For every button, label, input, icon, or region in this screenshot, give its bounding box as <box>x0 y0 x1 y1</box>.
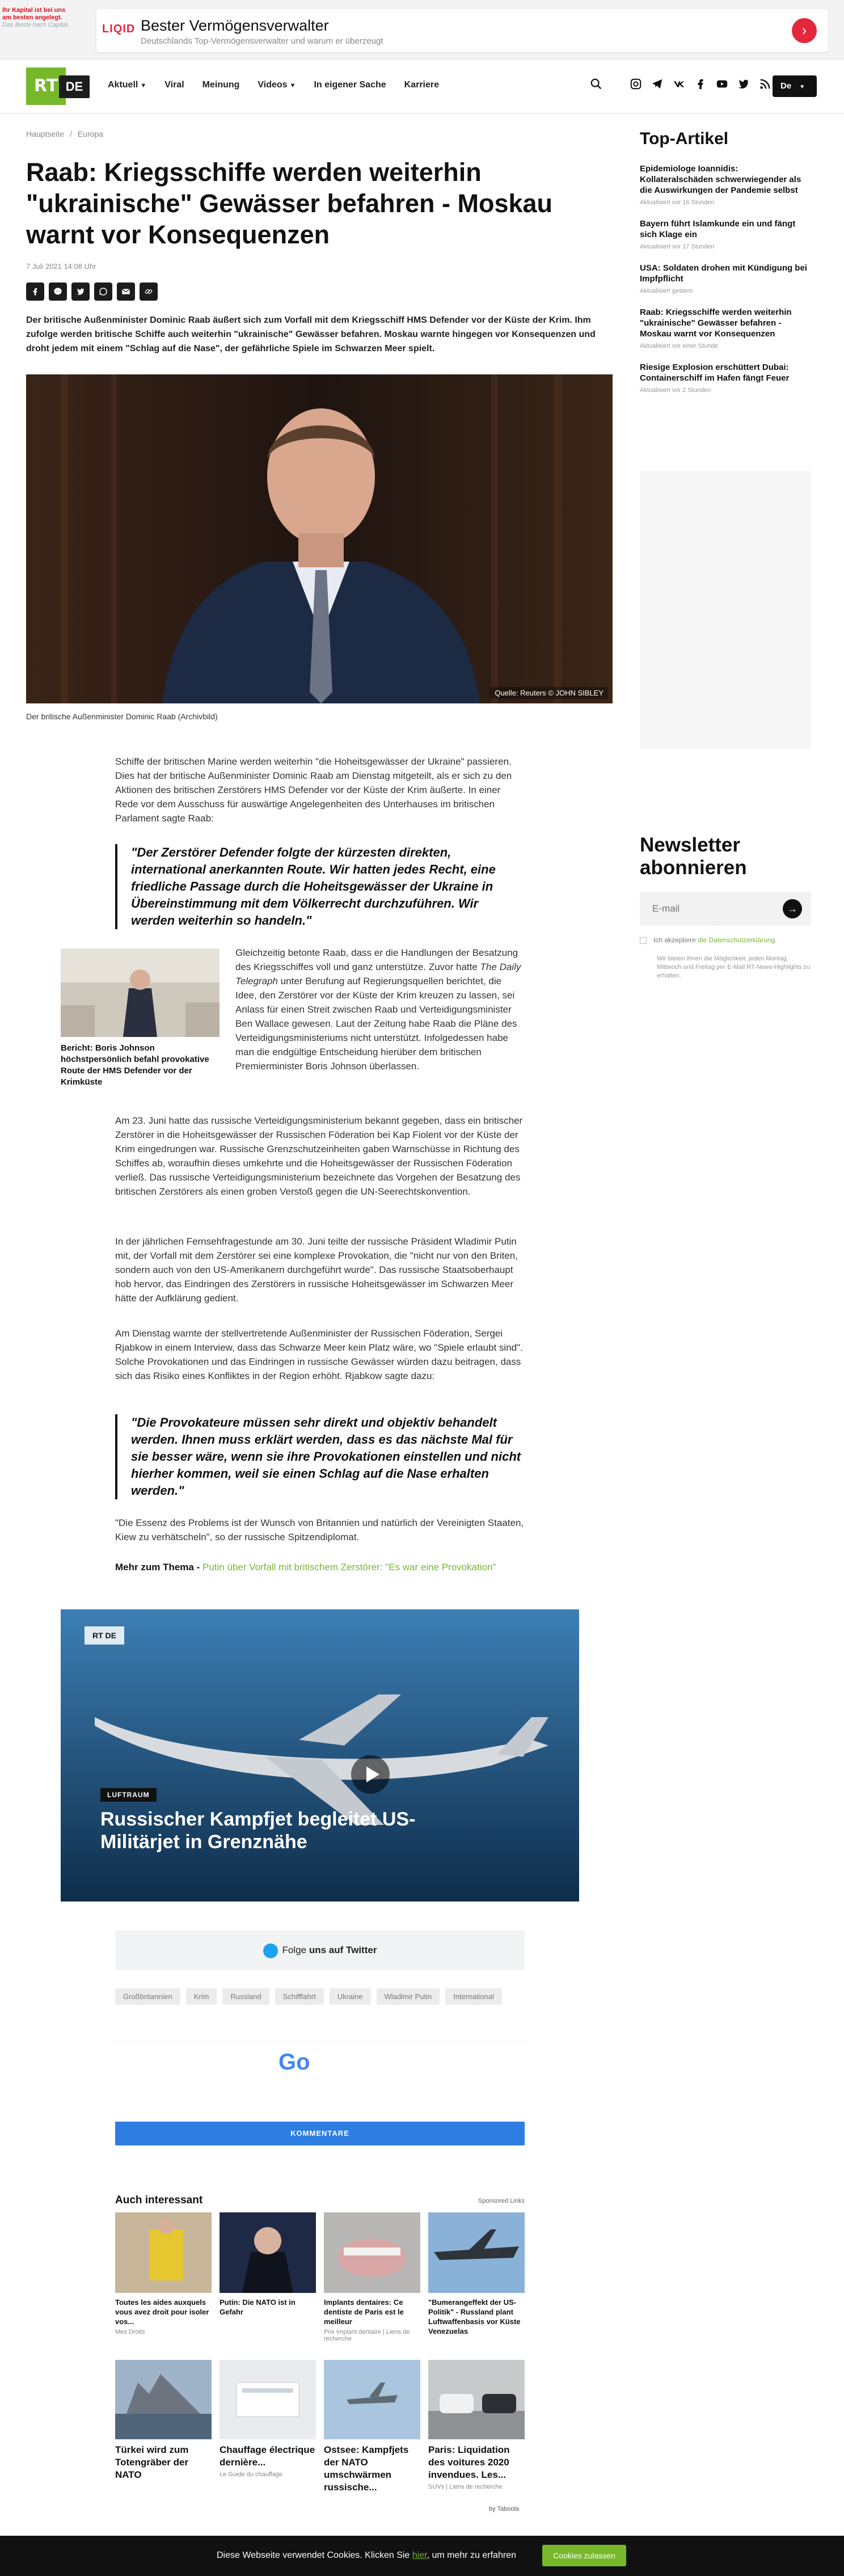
video-thumbnail <box>61 1609 579 1902</box>
nav-menu <box>108 80 439 90</box>
newsletter-note: Wir bieten Ihnen die Möglichkeit, jeden Montag, Mittwoch und Freitag per E-Mail RT-News-Highlights zu erhalten. <box>657 955 810 979</box>
breadcrumb-section[interactable]: Europa <box>77 129 103 138</box>
tag-list <box>115 1988 525 2005</box>
cookie-banner <box>0 2536 844 2576</box>
arrow-right-icon: → <box>787 903 797 914</box>
article-quote: "Der Zerstörer Defender folgte der kürzesten direkten, international anerkannten Route. Wir hatten jedes Recht, eine friedliche Passage durch die Hoheitsgewässer der Ukraine in Übereinstimmung mit dem Völkerrecht durchzuführen. Wir werden weiterhin so handeln." <box>115 844 525 929</box>
article-paragraph: Am Dienstag warnte der stellvertretende Außenminister der Russischen Föderation, Sergei Rjabkow in einem Interview, dass das Schwarze Meer kein Platz wäre, wo "Spiele erlaubt sind". Solche Provokationen und das Eindringen in russische Gewässer würden dazu beitragen, dass sich das Risiko eines Konfliktes in der Region erhöht. Rjabkow sagte dazu: <box>115 1328 523 1381</box>
youtube-icon[interactable] <box>716 78 728 90</box>
article-lead: Der britische Außenminister Dominic Raab äußert sich zum Vorfall mit dem Kriegsschiff HMS Defender vor der Küste der Krim. Ihm zufolge werden britische Schiffe auch weiterhin "ukrainische" Gewässer befahren. Moskau warnte hingegen vor Konsequenzen und droht jedem mit einem "Schlag auf die Nase", der gefährliche Spiele im Schwarzen Meer spielt. <box>26 315 596 353</box>
related-article[interactable] <box>61 948 220 1088</box>
ad-subtitle: Deutschlands Top-Vermögensverwalter und warum er überzeugt <box>141 36 383 46</box>
facebook-icon[interactable] <box>694 78 707 90</box>
article-paragraph: Schiffe der britischen Marine werden weiterhin "die Hoheitsgewässer der Ukraine" passieren. Dies hat der britische Außenminister Dominic Raab am Dienstag mitgeteilt, als er sich zu den Aktionen des britischen Zerstörers HMS Defender vor der Küste der Krim äußerte. In einer Rede vor dem Ausschuss für auswärtige Angelegenheiten des Unterhauses im britischen Parlament sagte Raab: <box>115 756 512 824</box>
more-on-topic: Mehr zum Thema - Putin über Vorfall mit britischem Zerstörer: "Es war eine Provokation" <box>115 1562 496 1572</box>
tag[interactable]: Krim <box>186 1988 217 2005</box>
share-messenger-icon[interactable] <box>49 283 67 301</box>
portrait-illustration <box>26 374 613 703</box>
article-paragraph: In der jährlichen Fernsehfragestunde am 30. Juni teilte der russische Präsident Wladimir Putin mit, der Vorfall mit dem Zerstörer sei eine komplexe Provokation, die "nicht nur von den Briten, sondern auch von den US-Amerikanern durchgeführt wurde". Das russische Staatsoberhaupt hob hervor, das Eindringen des Zerstörers in russische Hoheitsgewässer im Schwarzen Meer hätte der Aufklärung gedient. <box>115 1236 518 1304</box>
ad-banner[interactable] <box>0 0 844 60</box>
share-twitter-icon[interactable] <box>71 283 90 301</box>
consent-checkbox[interactable] <box>640 937 647 944</box>
page-title: Raab: Kriegsschiffe werden weiterhin "ukrainische" Gewässer befahren - Moskau warnt vor Konsequenzen <box>26 158 553 249</box>
recommendation-card[interactable]: Toutes les aides auxquels vous avez droit pour isoler vos... Mes Droits <box>115 2212 212 2342</box>
nav-item-aktuell[interactable]: Aktuell ▼ <box>108 80 147 90</box>
article-quote: "Die Provokateure müssen sehr direkt und objektiv behandelt werden. Ihnen muss erklärt werden, dass es das nächste Mal für sie besser wäre, wenn sie ihre Provokationen einstellen und nicht hierher kommen, weil sie einen Schlag auf die Nase erhalten werden." <box>115 1414 525 1499</box>
taboola-label[interactable]: by Taboola <box>489 2506 520 2512</box>
recommendation-row <box>115 2360 525 2496</box>
ad-brand-logo: LIQID <box>102 23 136 35</box>
cookie-info-link[interactable]: hier <box>412 2550 427 2560</box>
article-paragraph: Gleichzeitig betonte Raab, dass er die Handlungen der Besatzung des Kriegsschiffes voll und ganz unterstütze. Zuvor hatte The Daily Telegraph unter Berufung auf Regierungsquellen berichtet, die Idee, den Zerstörer vor der Küste der Krim kreuzen zu lassen, sei Anlass für einen Streit zwischen Raab und Verteidigungsminister Ben Wallace gewesen. Laut der Zeitung habe Raab die Pläne des Verteidigungsministeriums nicht unterstützt. Infolgedessen habe man die endgültige Entscheidung hierüber dem britischen Premierminister Boris Johnson überlassen. <box>235 947 521 1072</box>
ad-side-text: Ihr Kapital ist bei uns am besten angelegt. Das Beste nach Capital. <box>2 7 70 28</box>
social-links <box>630 78 771 90</box>
newsletter-title: Newsletter abonnieren <box>640 834 747 879</box>
chevron-down-icon: ▼ <box>799 84 805 90</box>
chevron-down-icon: ▼ <box>140 82 147 89</box>
comments-button[interactable]: KOMMENTARE <box>115 2122 525 2145</box>
recommendations-header <box>115 2194 525 2207</box>
breadcrumb-home[interactable]: Hauptseite <box>26 129 64 138</box>
vk-icon[interactable] <box>673 78 685 90</box>
article-paragraph: Am 23. Juni hatte das russische Verteidigungsministerium bekannt gegeben, dass ein britischer Zerstörer in die Hoheitsgewässer der Russischen Föderation bei Kap Fiolent vor der Küste der Krim eingedrungen war. Russische Grenzschutzeinheiten gaben Warnschüsse in Richtung des Schiffes ab, woraufhin dieses umkehrte und die Hoheitsgewässer der Russischen Föderation verließ. Das russische Verteidigungsministerium bezeichnete das Vorgehen der Besatzung des britischen Zerstörers als einen groben Verstoß gegen die UN-Seerechtskonvention. <box>115 1115 523 1197</box>
top-article-item[interactable]: Epidemiologe Ioannidis: Kollateralschäden schwerwiegender als die Auswirkungen der Pandemie selbst Aktualisiert vor 16 Stunden <box>640 164 801 206</box>
top-article-item[interactable]: Raab: Kriegsschiffe werden weiterhin "ukrainische" Gewässer befahren - Moskau warnt vor Konsequenzen Aktualisiert vor einer Stunde <box>640 307 792 349</box>
top-article-item[interactable]: USA: Soldaten drohen mit Kündigung bei Impfpflicht Aktualisiert gestern <box>640 263 807 294</box>
ad-card[interactable] <box>96 9 828 52</box>
ad-arrow-button[interactable]: › <box>792 18 817 43</box>
share-email-icon[interactable] <box>117 283 135 301</box>
telegram-icon[interactable] <box>651 78 664 90</box>
search-icon[interactable] <box>590 78 602 90</box>
recommendation-row <box>115 2212 525 2342</box>
sidebar-ad-placeholder <box>640 471 811 749</box>
ad-title[interactable]: Bester Vermögensverwalter <box>141 17 329 34</box>
recommendations-title: Auch interessant <box>115 2194 203 2206</box>
nav-item-in-eigener-sache[interactable]: In eigener Sache <box>314 80 386 90</box>
video-title[interactable]: Russischer Kampfjet begleitet US-Militärjet in Grenznähe <box>100 1808 416 1853</box>
tag[interactable]: Russland <box>222 1988 269 2005</box>
video-logo: RT DE <box>85 1626 124 1645</box>
article-paragraph: "Die Essenz des Problems ist der Wunsch von Britannien und natürlich der Vereinigten Staaten, Kiew zu verhätscheln", so der russische Spitzendiplomat. <box>115 1517 524 1542</box>
top-article-item[interactable]: Riesige Explosion erschüttert Dubai: Containerschiff im Hafen fängt Feuer Aktualisiert vor 2 Stunden <box>640 362 790 394</box>
share-bar <box>26 283 158 301</box>
article-date: 7 Juli 2021 14:08 Uhr <box>26 262 96 271</box>
tag[interactable]: Schifffahrt <box>275 1988 324 2005</box>
nav-item-karriere[interactable]: Karriere <box>404 80 440 90</box>
tag[interactable]: International <box>445 1988 502 2005</box>
recommendation-card[interactable]: Putin: Die NATO ist in Gefahr <box>220 2212 316 2342</box>
related-thumbnail[interactable] <box>61 948 220 1037</box>
top-article-item[interactable]: Bayern führt Islamkunde ein und fängt sich Klage ein Aktualisiert vor 17 Stunden <box>640 219 796 250</box>
recommendation-card[interactable]: Ostsee: Kampfjets der NATO umschwärmen russische... <box>324 2360 420 2496</box>
nav-item-meinung[interactable]: Meinung <box>202 80 240 90</box>
cookie-text: Diese Webseite verwendet Cookies. Klicken Sie hier, um mehr zu erfahren <box>217 2550 516 2560</box>
twitter-icon <box>263 1943 278 1958</box>
nav-item-viral[interactable]: Viral <box>164 80 184 90</box>
recommendation-card[interactable]: Chauffage électrique dernière... Le Guide du chauffage <box>220 2360 316 2496</box>
privacy-link[interactable]: die Datenschutzerklärung. <box>698 936 777 944</box>
tag[interactable]: Ukraine <box>330 1988 371 2005</box>
tag[interactable]: Wladimir Putin <box>377 1988 440 2005</box>
top-articles-title: Top-Artikel <box>640 129 729 148</box>
breadcrumb: Hauptseite / Europa <box>26 129 103 138</box>
image-credit: Quelle: Reuters © JOHN SIBLEY <box>490 687 608 699</box>
recommendation-card[interactable]: Türkei wird zum Totengräber der NATO <box>115 2360 212 2496</box>
share-whatsapp-icon[interactable] <box>94 283 112 301</box>
follow-twitter-button[interactable]: Folge uns auf Twitter <box>115 1930 525 1970</box>
comments-provider-logo: Go <box>278 2050 310 2075</box>
play-icon[interactable] <box>351 1755 390 1794</box>
instagram-icon[interactable] <box>630 78 642 90</box>
nav-icons <box>590 78 771 90</box>
comments-widget <box>115 2041 525 2115</box>
image-caption: Der britische Außenminister Dominic Raab (Archivbild) <box>26 712 218 721</box>
sponsored-label[interactable]: Sponsored Links <box>478 2198 525 2204</box>
chevron-down-icon: ▼ <box>289 82 296 89</box>
more-on-topic-link[interactable]: Putin über Vorfall mit britischem Zerstörer: "Es war eine Provokation" <box>202 1562 496 1572</box>
video-player[interactable] <box>61 1609 579 1902</box>
hero-image <box>26 374 613 703</box>
recommendation-card[interactable]: "Bumerangeffekt der US-Politik" - Russland plant Luftwaffenbasis vor Küste Venezuelas <box>428 2212 525 2342</box>
share-facebook-icon[interactable] <box>26 283 44 301</box>
video-category-badge: LUFTRAUM <box>100 1788 157 1802</box>
recommendation-card[interactable]: Paris: Liquidation des voitures 2020 invendues. Les... SUVs | Liens de recherche <box>428 2360 525 2496</box>
rss-icon[interactable] <box>759 78 771 90</box>
nav-item-videos[interactable]: Videos ▼ <box>258 80 296 90</box>
newsletter-submit-button[interactable] <box>783 899 802 918</box>
recommendation-card[interactable]: Implants dentaires: Ce dentiste de Paris est le meilleur Prix Implant dentaire | Liens de recherche <box>324 2212 420 2342</box>
related-title[interactable]: Bericht: Boris Johnson höchstpersönlich befahl provokative Route der HMS Defender vor der Krimküste <box>61 1043 209 1087</box>
accept-cookies-button[interactable]: Cookies zulassen <box>542 2545 626 2566</box>
language-select[interactable]: De ▼ <box>773 75 817 97</box>
site-logo[interactable]: RT DE <box>26 68 90 105</box>
twitter-icon[interactable] <box>737 78 750 90</box>
main-navigation <box>0 60 844 113</box>
newsletter-consent[interactable]: Ich akzeptiere die Datenschutzerklärung. <box>640 936 811 944</box>
share-link-icon[interactable] <box>140 283 158 301</box>
tag[interactable]: Großbritannien <box>115 1988 180 2005</box>
top-articles-list <box>640 163 811 406</box>
